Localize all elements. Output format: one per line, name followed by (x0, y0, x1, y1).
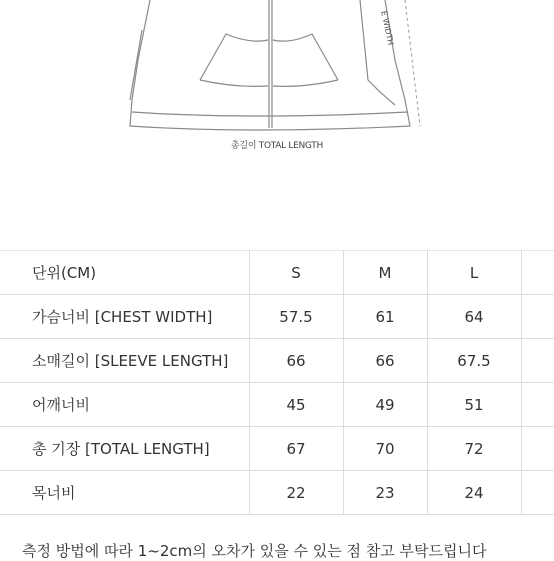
garment-diagram (0, 0, 554, 250)
table-row (0, 427, 554, 471)
header-size-s: S (249, 251, 343, 295)
cell-m: 49 (343, 383, 427, 427)
cell-l: 72 (427, 427, 521, 471)
cell-s: 22 (249, 471, 343, 515)
table-row (0, 471, 554, 515)
measurement-note: 측정 방법에 따라 1~2cm의 오차가 있을 수 있는 점 참고 부탁드립니다 (22, 542, 487, 560)
header-unit: 단위(CM) (0, 251, 249, 295)
cell-l: 67.5 (427, 339, 521, 383)
row-label: 총 기장 [TOTAL LENGTH] (0, 427, 249, 471)
row-label: 어깨너비 (0, 383, 249, 427)
cell-m: 61 (343, 295, 427, 339)
cell-l: 51 (427, 383, 521, 427)
header-size-m: M (343, 251, 427, 295)
row-label: 소매길이 [SLEEVE LENGTH] (0, 339, 249, 383)
table-header-row (0, 251, 554, 295)
cell-s: 45 (249, 383, 343, 427)
header-size-l: L (427, 251, 521, 295)
cell-m: 66 (343, 339, 427, 383)
cell-s: 67 (249, 427, 343, 471)
cut-off-cell (521, 339, 554, 383)
cut-off-cell (521, 471, 554, 515)
size-chart-table (0, 250, 554, 515)
cell-m: 23 (343, 471, 427, 515)
cut-off-cell (521, 427, 554, 471)
table-row (0, 339, 554, 383)
row-label: 가슴너비 [CHEST WIDTH] (0, 295, 249, 339)
table-row (0, 295, 554, 339)
cut-off-cell (521, 383, 554, 427)
header-cut-off-column (521, 251, 554, 295)
sleeve-width-caption: E WIDTH (379, 10, 396, 47)
cell-m: 70 (343, 427, 427, 471)
cell-s: 66 (249, 339, 343, 383)
row-label: 목너비 (0, 471, 249, 515)
total-length-caption: 총길이 TOTAL LENGTH (231, 141, 323, 151)
hoodie-illustration (0, 0, 554, 140)
cell-l: 24 (427, 471, 521, 515)
cut-off-cell (521, 295, 554, 339)
cell-l: 64 (427, 295, 521, 339)
table-row (0, 383, 554, 427)
cell-s: 57.5 (249, 295, 343, 339)
